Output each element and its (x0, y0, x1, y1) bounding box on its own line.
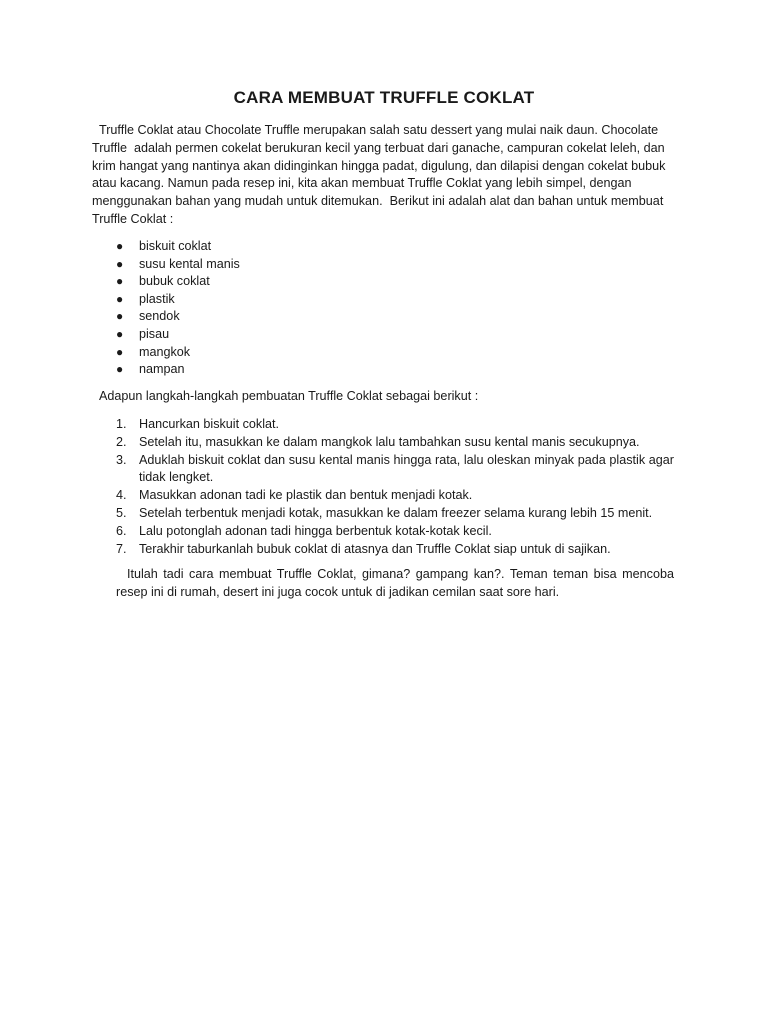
step-text: Terakhir taburkanlah bubuk coklat di atasnya dan Truffle Coklat siap untuk di sajikan. (139, 541, 611, 556)
list-item (92, 326, 674, 344)
step-number: 5. (116, 505, 127, 520)
step-text: Lalu potonglah adonan tadi hingga berbentuk kotak-kotak kecil. (139, 523, 492, 538)
bullet-icon: ● (116, 274, 124, 289)
list-item (92, 256, 674, 274)
step-text: Hancurkan biskuit coklat. (139, 417, 279, 431)
bullet-icon: ● (116, 344, 124, 359)
step-text: Setelah terbentuk menjadi kotak, masukkan ke dalam freezer selama kurang lebih 15 menit. (139, 505, 653, 520)
step-text: Aduklah biskuit coklat dan susu kental manis hingga rata, lalu oleskan minyak pada plastik agar tidak lengket. (139, 452, 674, 485)
list-item-text: pisau (139, 326, 170, 341)
step-text: Masukkan adonan tadi ke plastik dan bentuk menjadi kotak. (139, 488, 473, 503)
step-number: 2. (116, 434, 127, 449)
closing-paragraph: Itulah tadi cara membuat Truffle Coklat, gimana? gampang kan?. Teman teman bisa mencoba resep ini di rumah, desert ini juga cocok untuk di jadikan cemilan saat sore hari. (116, 567, 674, 599)
step-item (92, 487, 674, 505)
bullet-icon: ● (116, 256, 124, 271)
step-number: 6. (116, 523, 127, 538)
step-text: Setelah itu, masukkan ke dalam mangkok lalu tambahkan susu kental manis secukupnya. (139, 434, 640, 449)
list-item-text: mangkok (139, 344, 191, 359)
bullet-icon: ● (116, 291, 124, 306)
ingredient-list (92, 238, 674, 379)
bullet-icon: ● (116, 309, 124, 324)
steps-intro-paragraph: Adapun langkah-langkah pembuatan Truffle Coklat sebagai berikut : (92, 389, 479, 403)
list-item (92, 361, 674, 379)
list-item-text: sendok (139, 309, 180, 324)
step-item (92, 541, 674, 559)
list-item (92, 308, 674, 326)
list-item-text: biskuit coklat (139, 239, 212, 253)
page-title: CARA MEMBUAT TRUFFLE COKLAT (233, 88, 535, 107)
step-number: 7. (116, 541, 127, 556)
step-item (92, 434, 674, 452)
list-item-text: plastik (139, 291, 175, 306)
list-item (92, 344, 674, 362)
bullet-icon: ● (116, 239, 124, 253)
step-item (92, 452, 674, 488)
step-item (92, 505, 674, 523)
list-item-text: nampan (139, 362, 185, 377)
list-item (92, 273, 674, 291)
list-item-text: susu kental manis (139, 256, 240, 271)
list-item-text: bubuk coklat (139, 274, 210, 289)
step-number: 3. (116, 452, 127, 467)
step-item (92, 416, 674, 434)
intro-paragraph: Truffle Coklat atau Chocolate Truffle merupakan salah satu dessert yang mulai naik daun. Chocolate Truffle adalah permen cokelat berukuran kecil yang terbuat dari ganache, campuran cokelat leleh, dan krim hangat yang nantinya akan didinginkan hingga padat, digulung, dan dilapisi dengan cokelat bubuk atau kacang. Namun pada resep ini, kita akan membuat Truffle Coklat yang lebih simpel, dengan menggunakan bahan yang mudah untuk ditemukan. Berikut ini adalah alat dan bahan untuk membuat Truffle Coklat : (92, 123, 666, 226)
list-item (92, 238, 674, 256)
step-number: 1. (116, 417, 127, 431)
list-item (92, 291, 674, 309)
bullet-icon: ● (116, 362, 124, 377)
step-item (92, 523, 674, 541)
steps-list (92, 416, 674, 558)
bullet-icon: ● (116, 326, 124, 341)
step-number: 4. (116, 488, 127, 503)
